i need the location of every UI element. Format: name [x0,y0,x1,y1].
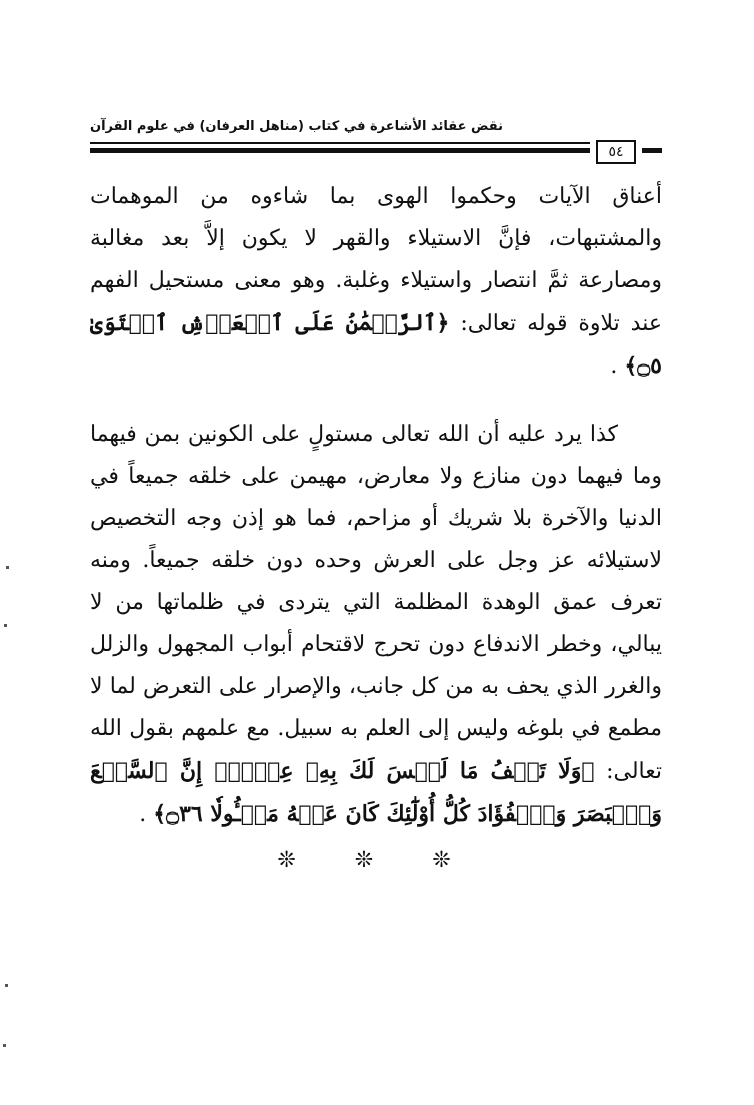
header-rule-thick [90,148,590,153]
paragraph-gap [90,388,662,414]
header-rule-thin [90,142,590,144]
page-number: ٥٤ [596,140,636,164]
paragraph-2-text: كذا يرد عليه أن الله تعالى مستولٍ على الكونين بمن فيهما وما فيهما دون منازع ولا معارض، مهيمن على خلقه جميعاً في الدنيا والآخرة بلا شريك أو مزاحم، فما هو إذن وجه التخصيص لاستيلائه عز وجل على العرش وحده دون خلقه جميعاً. ومنه تعرف عمق الوهدة المظلمة التي يتردى في ظلماتها من لا يبالي، وخطر الاندفاع دون تحرج لاقتحام أبواب المجهول والزلل والغرر الذي يحف به من كل جانب، والإصرار على التعرض لما لا مطمع في بلوغه وليس إلى العلم به سبيل. مع علمهم بقول الله تعالى: [90,422,662,784]
margin-speck [5,984,8,987]
running-header [90,118,662,172]
paragraph-1-text: أعناق الآيات وحكموا الهوى بما شاءوه من الموهمات والمشتبهات، فإنَّ الاستيلاء والقهر لا يكون إلاَّ بعد مغالبة ومصارعة ثمَّ انتصار واستيلاء وغلبة. وهو معنى مستحيل الفهم عند تلاوة قوله تعالى: [90,184,662,336]
paragraph-2-end: . [139,802,147,827]
body-text [90,176,662,836]
paragraph-2 [90,414,662,836]
quran-verse-1: ﴿ٱلرَّحۡمَٰنُ عَلَى ٱلۡعَرۡشِ ٱسۡتَوَىٰ ۝٥﴾ [90,310,662,379]
header-rule-stub [642,148,662,153]
section-ornament: ❊ ❊ ❊ [277,848,477,873]
quran-verse-2: ﴿وَلَا تَقۡفُ مَا لَيۡسَ لَكَ بِهِۦ عِلۡمٌۚ إِنَّ ٱلسَّمۡعَ وَٱلۡبَصَرَ وَٱلۡفُؤَادَ كُلُّ أُوْلَٰٓئِكَ كَانَ عَنۡهُ مَسۡـُٔولٗا ۝٣٦﴾ [90,758,662,827]
margin-speck [3,1044,6,1047]
header-title: نقض عقائد الأشاعرة في كتاب (مناهل العرفان) في علوم القرآن [90,119,503,134]
margin-speck [6,566,9,569]
paragraph-1 [90,176,662,388]
paragraph-1-end: . [610,354,618,379]
margin-speck [4,624,7,627]
